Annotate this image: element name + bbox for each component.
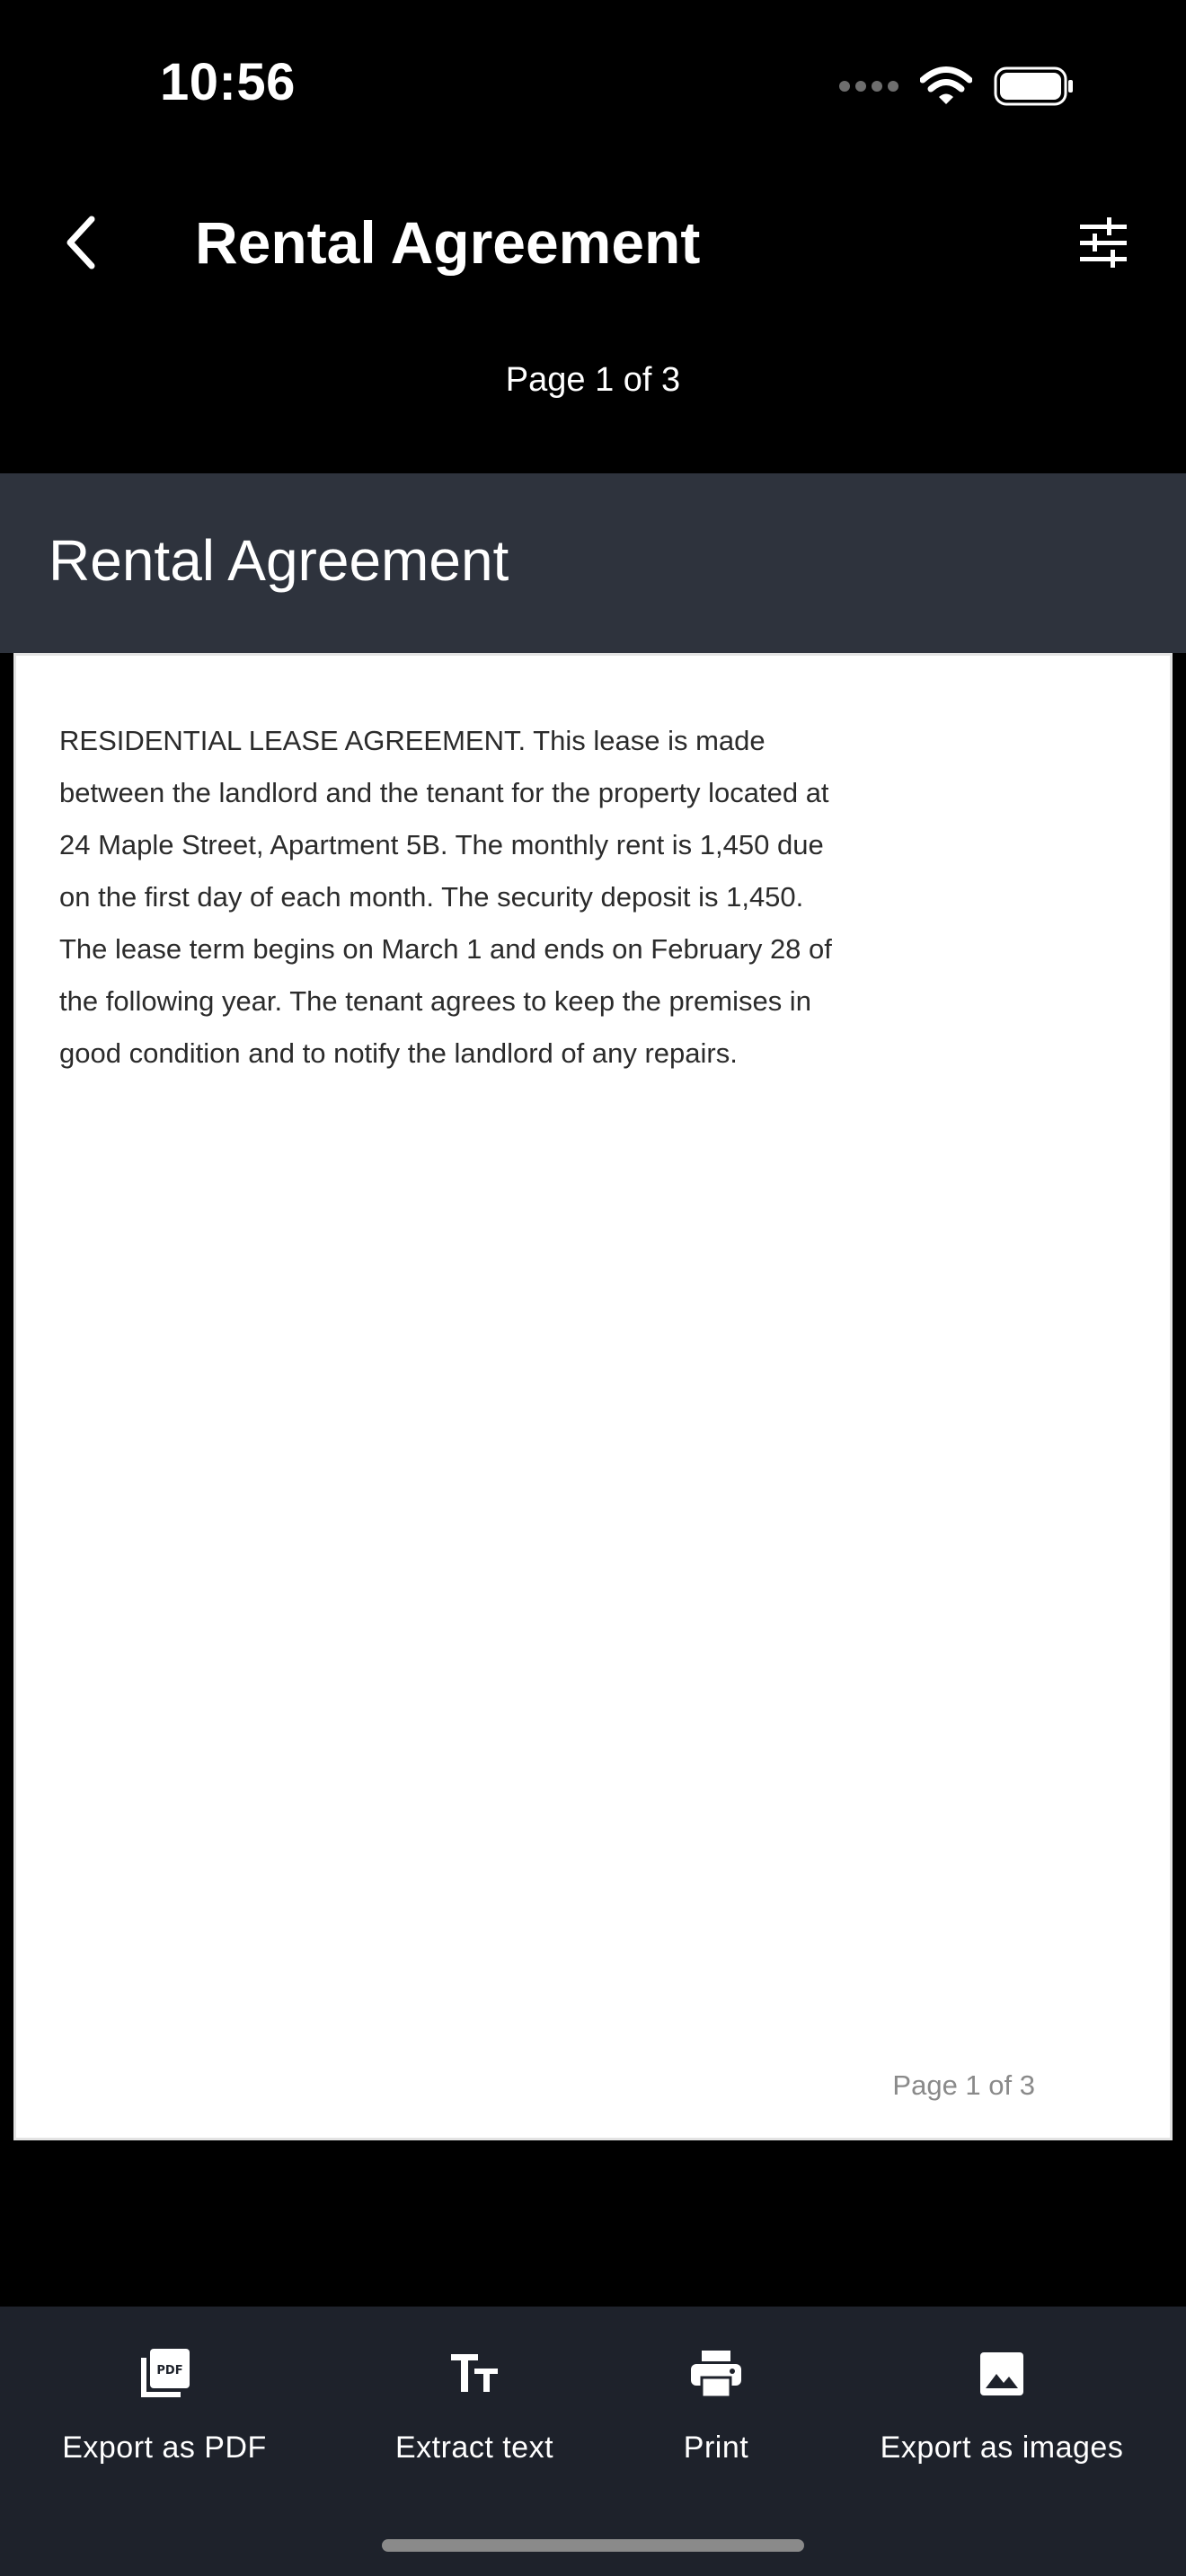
extract-text-button[interactable] (388, 2342, 561, 2466)
printer-icon (689, 2347, 743, 2401)
back-button[interactable] (45, 207, 117, 278)
status-bar (0, 0, 1186, 171)
export-images-button[interactable] (867, 2342, 1137, 2466)
export-pdf-button[interactable] (61, 2342, 268, 2466)
page-indicator: Page 1 of 3 (505, 361, 681, 399)
status-time: 10:56 (160, 53, 296, 111)
sliders-icon (1076, 216, 1130, 269)
page-title: Rental Agreement (195, 209, 701, 276)
settings-button[interactable] (1066, 205, 1141, 280)
document-title: Rental Agreement (49, 528, 509, 593)
text-icon (447, 2347, 501, 2401)
print-button[interactable] (673, 2342, 759, 2466)
print-label: Print (683, 2430, 749, 2465)
document-page-footer: Page 1 of 3 (892, 2069, 1035, 2101)
bottom-toolbar (0, 2307, 1186, 2576)
extract-text-label: Extract text (394, 2430, 554, 2465)
nav-bar (0, 180, 1186, 305)
document-header (0, 473, 1186, 653)
export-images-label: Export as images (880, 2430, 1124, 2465)
pdf-icon (137, 2347, 191, 2401)
image-icon (975, 2347, 1029, 2401)
document-body: RESIDENTIAL LEASE AGREEMENT. This lease is made between the landlord and the tenant for the property located at 24 Maple Street, Apartment 5B. The monthly rent is 1,450 due on the first day of each month. The security deposit is 1,450. The lease term begins on March 1 and ends on February 28 of the following year. The tenant agrees to keep the premises in good condition and to notify the landlord of any repairs. (59, 725, 832, 1069)
svg-text:PDF: PDF (156, 2364, 183, 2378)
status-icons (839, 59, 1075, 113)
home-indicator (382, 2539, 804, 2552)
chevron-left-icon (61, 214, 101, 271)
export-pdf-label: Export as PDF (62, 2430, 267, 2465)
cellular-signal-icon (839, 81, 898, 92)
wifi-icon (920, 66, 972, 106)
document-page (13, 653, 1173, 2140)
battery-icon (994, 66, 1075, 106)
